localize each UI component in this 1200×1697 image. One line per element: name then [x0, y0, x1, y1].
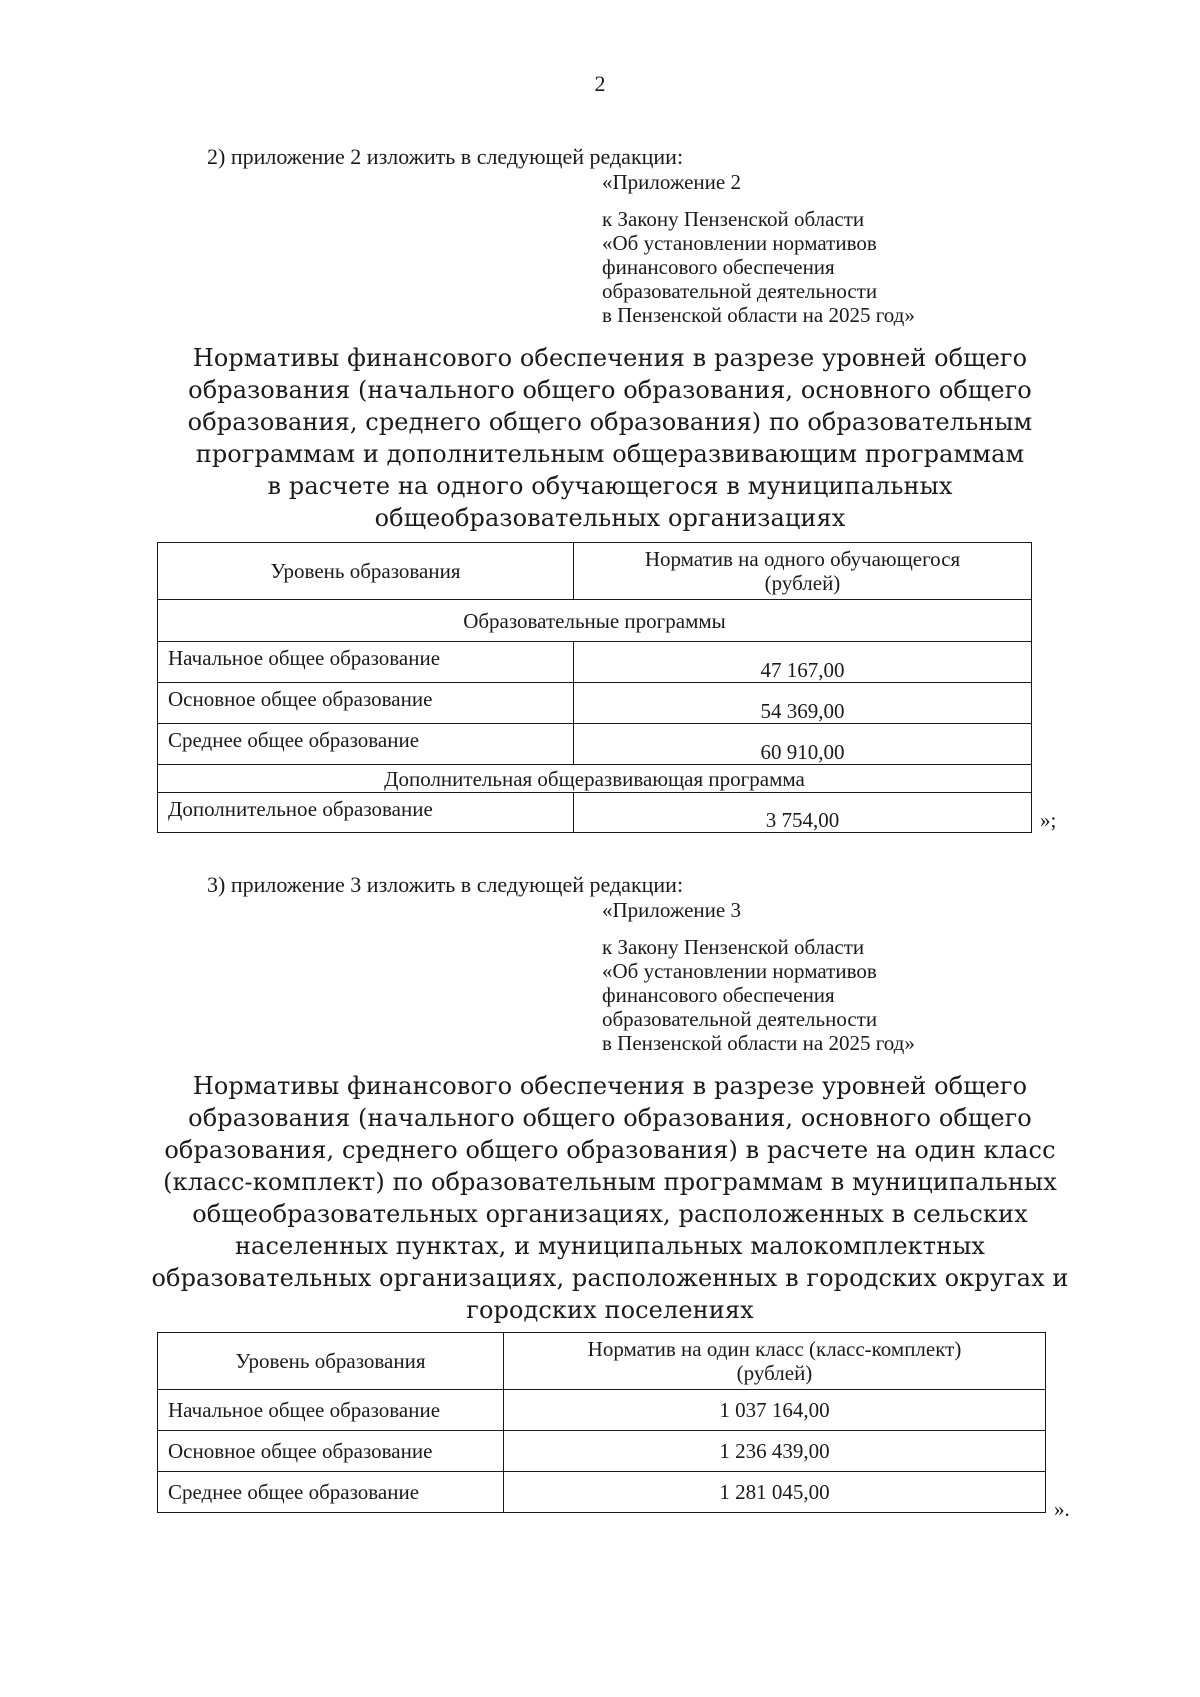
item3-title-line: образования (начального общего образования, основного общего — [188, 1104, 1032, 1132]
table-row — [158, 1431, 1046, 1472]
item3-annex-block — [602, 898, 915, 1055]
item2-table-title — [140, 342, 1080, 534]
col-header-norm-line2: (рублей) — [736, 1361, 813, 1385]
table-row — [158, 793, 1032, 833]
item2-title-line: образования, среднего общего образования) по образовательным — [187, 408, 1033, 436]
item3-title-line: образовательных организациях, расположенных в городских округах и — [151, 1264, 1069, 1292]
item3-annex-line: «Об установлении нормативов — [602, 959, 877, 983]
item2-annex-title: «Приложение 2 — [602, 170, 741, 194]
table-row — [158, 642, 1032, 683]
page-number: 2 — [594, 71, 606, 96]
item3-title-line: общеобразовательных организациях, расположенных в сельских — [192, 1200, 1028, 1228]
item3-title-line: образования, среднего общего образования) в расчете на один класс — [164, 1136, 1056, 1164]
item3-title-line: населенных пунктах, и муниципальных малокомплектных — [234, 1232, 986, 1260]
item3-annex-line: в Пензенской области на 2025 год» — [602, 1031, 915, 1055]
table-row — [158, 1390, 1046, 1431]
table-header-row — [158, 543, 1032, 600]
value-cell: 3 754,00 — [574, 793, 1032, 833]
value-cell: 54 369,00 — [574, 683, 1032, 724]
col-header-level: Уровень образования — [158, 1333, 504, 1390]
value-cell: 47 167,00 — [574, 642, 1032, 683]
item2-title-line: в расчете на одного обучающегося в муниципальных — [267, 472, 953, 500]
item2-annex-line: к Закону Пензенской области — [602, 207, 865, 231]
level-cell: Среднее общее образование — [158, 1472, 504, 1513]
item3-title-line: Нормативы финансового обеспечения в разрезе уровней общего — [192, 1072, 1028, 1100]
table-row — [158, 683, 1032, 724]
value-cell: 60 910,00 — [574, 724, 1032, 765]
item3-title-line: городских поселениях — [466, 1296, 754, 1324]
level-cell: Начальное общее образование — [158, 642, 574, 683]
item3-title-line: (класс-комплект) по образовательным программам в муниципальных — [163, 1168, 1057, 1196]
item2-norms-table — [157, 542, 1032, 833]
col-header-norm-line2: (рублей) — [764, 571, 841, 595]
item2-annex-block — [602, 170, 915, 327]
item3-table-title — [140, 1070, 1080, 1326]
item3-annex-line: финансового обеспечения — [602, 983, 835, 1007]
item2-annex-line: финансового обеспечения — [602, 255, 835, 279]
section-educational-programs: Образовательные программы — [158, 600, 1032, 642]
table-section-row — [158, 765, 1032, 793]
value-cell: 1 037 164,00 — [504, 1390, 1046, 1431]
col-header-norm-line1: Норматив на один класс (класс-комплект) — [587, 1337, 962, 1361]
item3-annex-line: образовательной деятельности — [602, 1007, 878, 1031]
col-header-norm — [504, 1333, 1046, 1390]
item2-title-line: Нормативы финансового обеспечения в разрезе уровней общего — [192, 344, 1028, 372]
col-header-level: Уровень образования — [158, 543, 574, 600]
item3-annex-title: «Приложение 3 — [602, 898, 741, 922]
table-header-row — [158, 1333, 1046, 1390]
item2-title-line: программам и дополнительным общеразвивающим программам — [195, 440, 1025, 468]
level-cell: Основное общее образование — [158, 683, 574, 724]
item2-title-line: образования (начального общего образования, основного общего — [188, 376, 1032, 404]
col-header-norm — [574, 543, 1032, 600]
level-cell: Дополнительное образование — [158, 793, 574, 833]
item3-intro: 3) приложение 3 изложить в следующей редакции: — [207, 872, 684, 897]
level-cell: Начальное общее образование — [158, 1390, 504, 1431]
item2-intro: 2) приложение 2 изложить в следующей редакции: — [207, 144, 684, 169]
item3-closing-quote: ». — [1054, 1497, 1070, 1521]
table-row — [158, 724, 1032, 765]
table-row — [158, 1472, 1046, 1513]
value-cell: 1 281 045,00 — [504, 1472, 1046, 1513]
section-additional-program: Дополнительная общеразвивающая программа — [158, 765, 1032, 793]
item2-annex-line: образовательной деятельности — [602, 279, 878, 303]
value-cell: 1 236 439,00 — [504, 1431, 1046, 1472]
item2-annex-line: в Пензенской области на 2025 год» — [602, 303, 915, 327]
item3-norms-table — [157, 1332, 1046, 1513]
level-cell: Основное общее образование — [158, 1431, 504, 1472]
item2-title-line: общеобразовательных организациях — [374, 504, 846, 532]
item2-annex-line: «Об установлении нормативов — [602, 231, 877, 255]
level-cell: Среднее общее образование — [158, 724, 574, 765]
col-header-norm-line1: Норматив на одного обучающегося — [644, 547, 961, 571]
table-section-row — [158, 600, 1032, 642]
item2-closing-quote: »; — [1040, 808, 1057, 832]
item3-annex-line: к Закону Пензенской области — [602, 935, 865, 959]
